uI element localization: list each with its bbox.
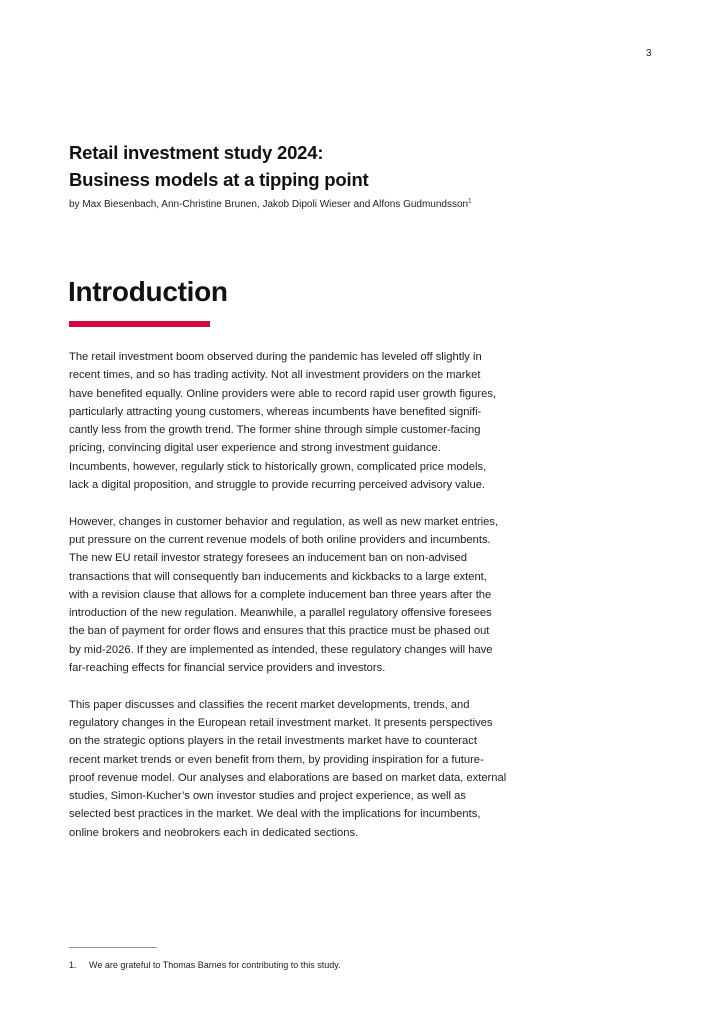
text-line: lack a digital proposition, and struggle to provide recurring perceived advisory value. [69, 479, 486, 492]
text-line: proof revenue model. Our analyses and elaborations are based on market data, external [69, 771, 507, 784]
text-line: have benefited equally. Online providers were able to record rapid user growth figures, [69, 387, 497, 400]
text-line: recent times, and so has trading activity. Not all investment providers on the market [69, 369, 481, 382]
text-line: introduction of the new regulation. Meanwhile, a parallel regulatory offensive foresees [69, 607, 492, 620]
text-line: by mid-2026. If they are implemented as intended, these regulatory changes will have [69, 643, 493, 656]
text-line: the ban of payment for order flows and ensures that this practice must be phased out [69, 625, 490, 638]
text-line: cantly less from the growth trend. The former shine through simple customer-facing [69, 424, 481, 437]
paragraph [69, 513, 669, 678]
text-line: pricing, convincing digital user experience and strong investment guidance. [69, 442, 441, 455]
page-number: 3 [646, 48, 652, 59]
text-line: The new EU retail investor strategy foresees an inducement ban on non-advised [69, 552, 468, 565]
subtitle-line: Business models at a tipping point [69, 169, 369, 190]
author-byline [69, 199, 471, 210]
text-line: far-reaching effects for financial service providers and investors. [69, 662, 386, 675]
text-line: particularly attracting young customers, whereas incumbents have benefited signifi- [69, 405, 482, 418]
text-line: online brokers and neobrokers each in dedicated sections. [69, 826, 359, 839]
footnote-divider [69, 947, 157, 948]
text-line: However, changes in customer behavior and regulation, as well as new market entries, [69, 515, 499, 528]
text-line: This paper discusses and classifies the recent market developments, trends, and [69, 698, 470, 711]
text-line: studies, Simon-Kucher’s own investor studies and project experience, as well as [69, 790, 466, 803]
text-line: Incumbents, however, regularly stick to historically grown, complicated price models, [69, 460, 487, 473]
text-line: on the strategic options players in the retail investments market have to counteract [69, 735, 477, 748]
byline-text: by Max Biesenbach, Ann-Christine Brunen, Jakob Dipoli Wieser and Alfons Gudmundsson [69, 199, 469, 210]
title-line: Retail investment study 2024: [69, 142, 324, 163]
footnote-reference[interactable]: 1 [468, 198, 472, 205]
text-line: regulatory changes in the European retail investment market. It presents perspectives [69, 716, 493, 729]
text-line: with a revision clause that allows for a complete inducement ban three years after the [69, 588, 492, 601]
paragraph [69, 696, 669, 842]
text-line: put pressure on the current revenue models of both online providers and incumbents. [69, 533, 491, 546]
paragraph [69, 348, 669, 494]
footnote-text: We are grateful to Thomas Barnes for contributing to this study. [89, 960, 341, 970]
document-title [69, 139, 669, 193]
body-text [69, 348, 669, 860]
text-line: recent market trends or even benefit from them, by providing inspiration for a future- [69, 753, 484, 766]
text-line: transactions that will consequently ban inducements and kickbacks to a large extent, [69, 570, 487, 583]
footnote [69, 960, 341, 970]
text-line: selected best practices in the market. We deal with the implications for incumbents, [69, 808, 481, 821]
heading-accent-bar [69, 321, 210, 327]
text-line: The retail investment boom observed during the pandemic has leveled off slightly in [69, 351, 482, 363]
section-heading: Introduction [68, 276, 228, 307]
footnote-marker: 1. [69, 960, 77, 970]
